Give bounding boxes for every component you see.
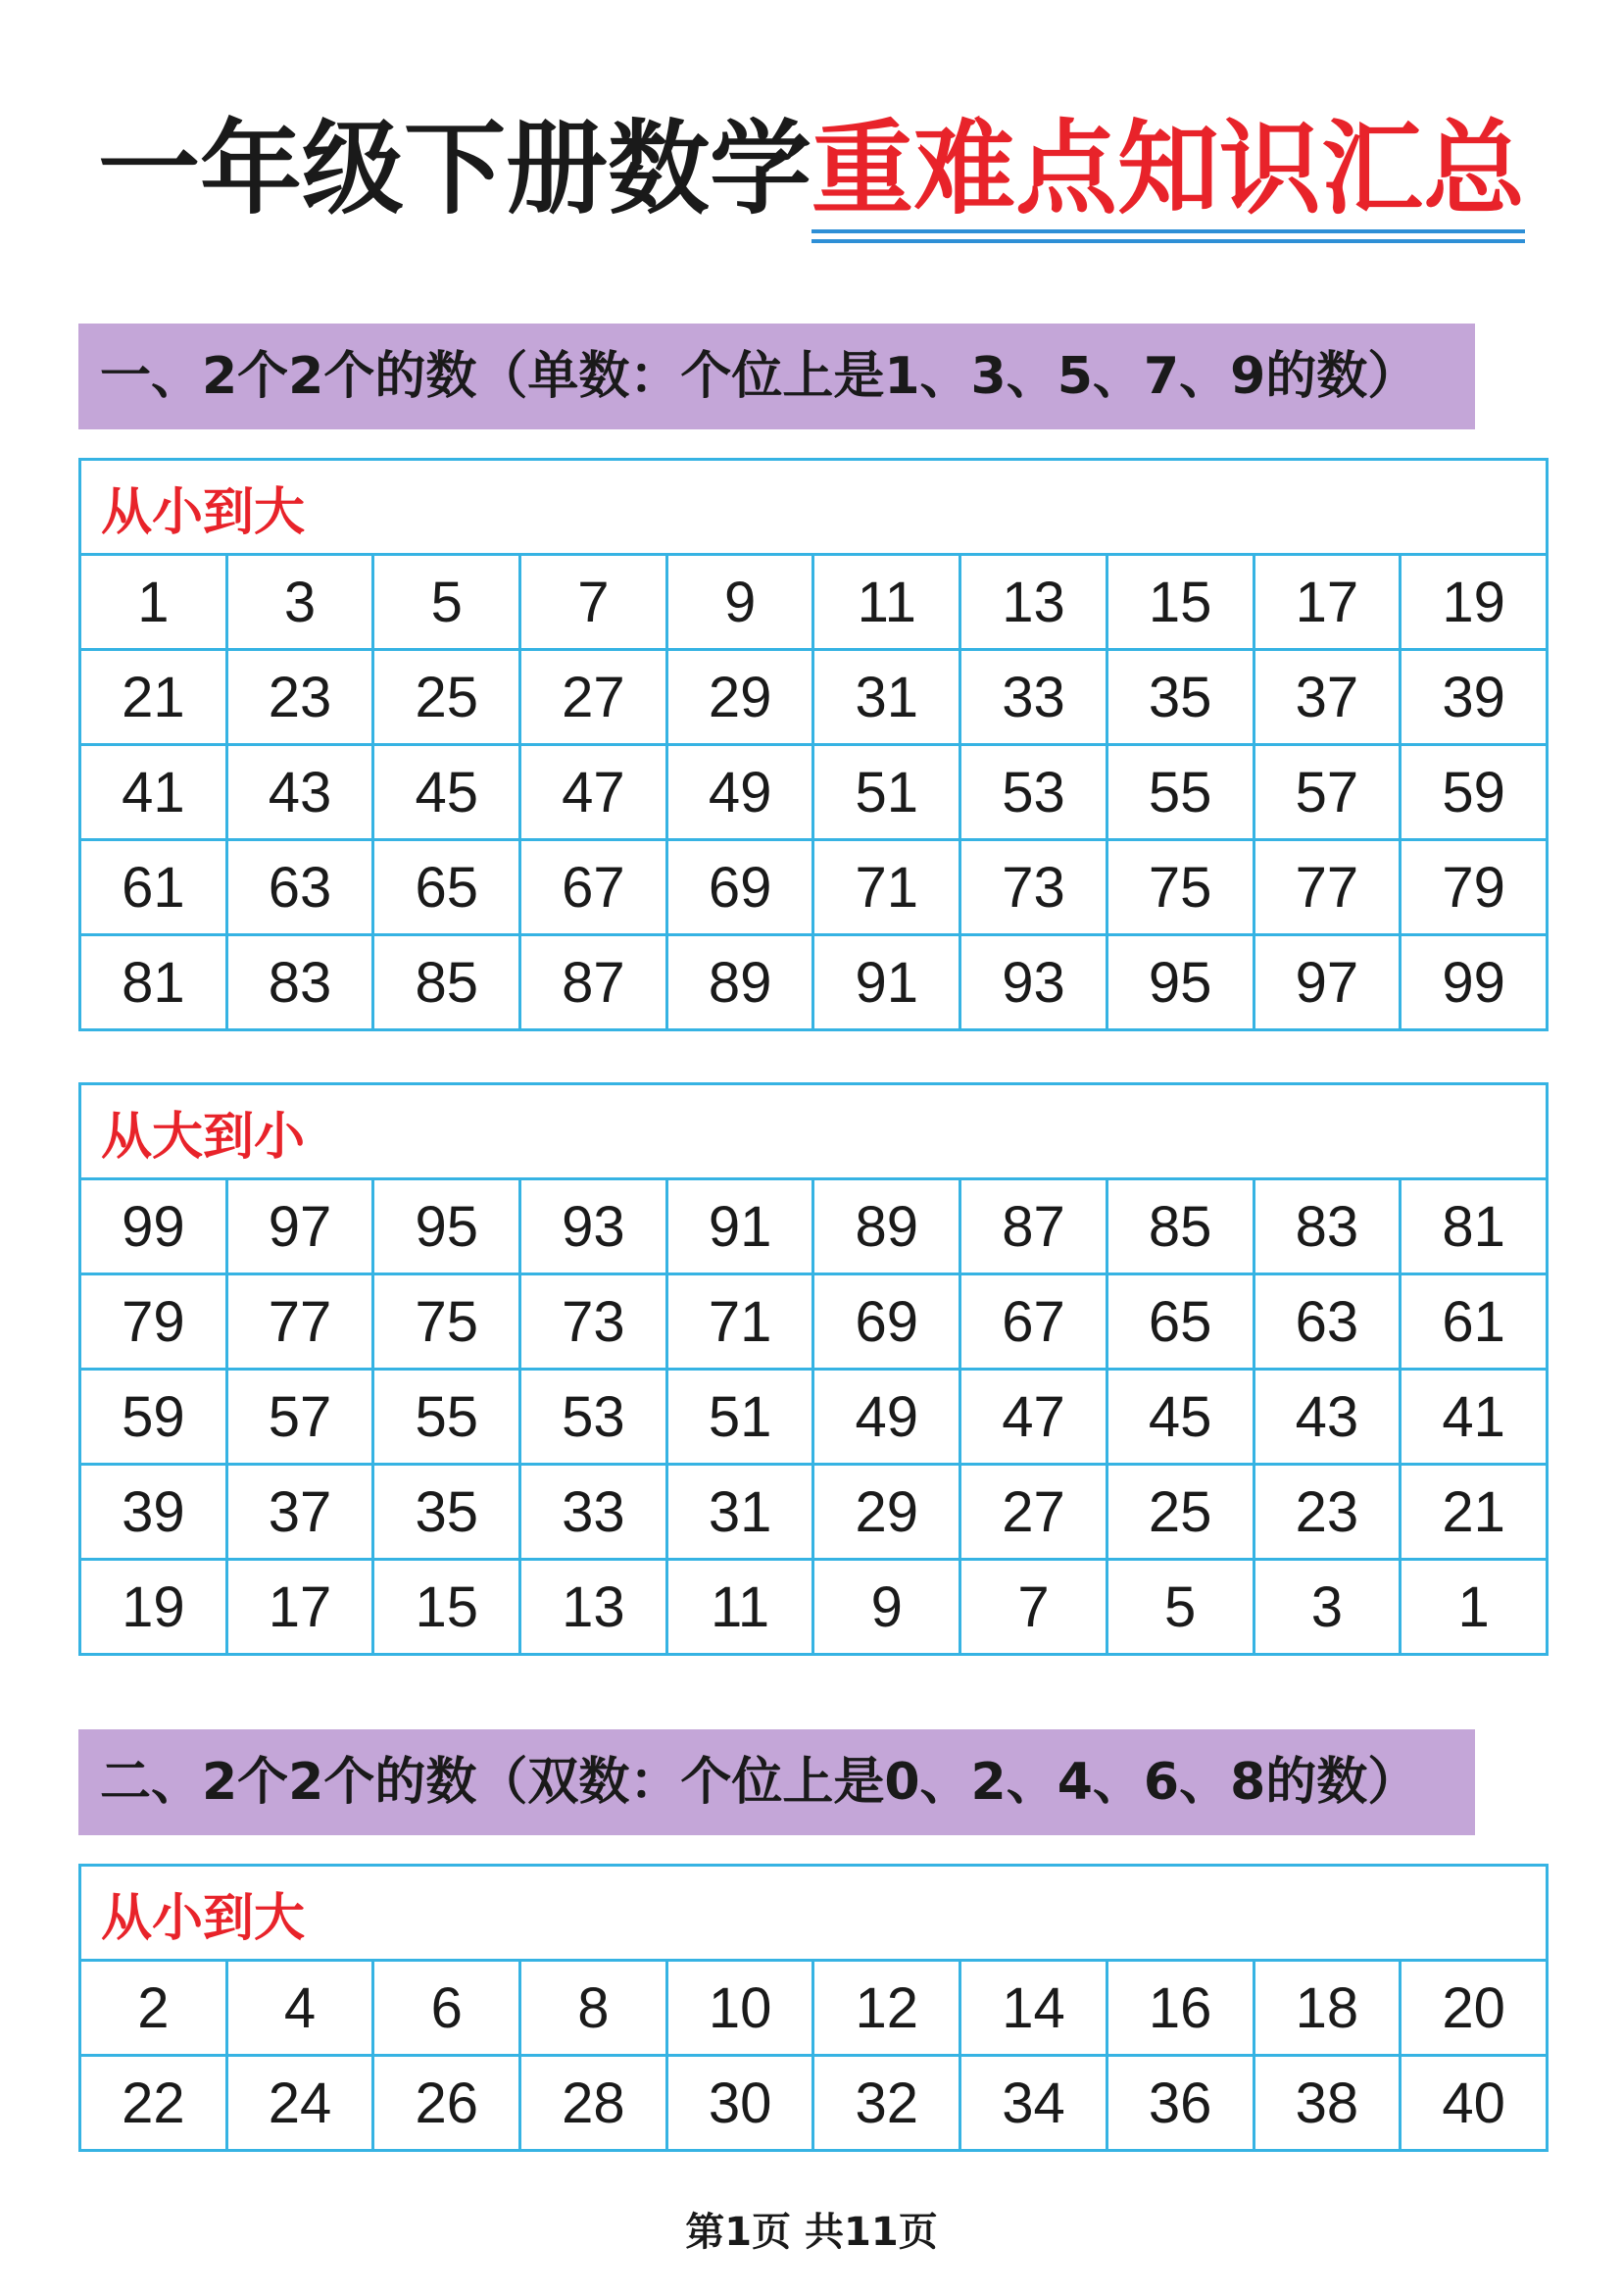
number-cell: 53 xyxy=(960,745,1107,840)
page-title xyxy=(0,110,1623,227)
number-cell: 33 xyxy=(520,1465,667,1560)
number-cell: 35 xyxy=(1107,650,1254,745)
number-cell: 21 xyxy=(80,650,227,745)
number-cell: 28 xyxy=(520,2056,667,2151)
number-cell: 19 xyxy=(1401,555,1548,650)
number-cell: 53 xyxy=(520,1370,667,1465)
number-cell: 81 xyxy=(1401,1179,1548,1274)
number-cell: 24 xyxy=(226,2056,373,2151)
number-cell: 43 xyxy=(1254,1370,1401,1465)
number-cell: 63 xyxy=(1254,1274,1401,1370)
number-cell: 91 xyxy=(666,1179,813,1274)
number-cell: 87 xyxy=(520,935,667,1030)
number-cell: 39 xyxy=(1401,650,1548,745)
number-cell: 99 xyxy=(80,1179,227,1274)
table-row xyxy=(80,1961,1548,2056)
section1-desc-table xyxy=(78,1082,1549,1656)
number-cell: 34 xyxy=(960,2056,1107,2151)
number-cell: 51 xyxy=(813,745,960,840)
number-cell: 13 xyxy=(520,1560,667,1655)
number-cell: 1 xyxy=(1401,1560,1548,1655)
number-cell: 97 xyxy=(226,1179,373,1274)
number-cell: 71 xyxy=(666,1274,813,1370)
table-row xyxy=(80,555,1548,650)
number-cell: 18 xyxy=(1254,1961,1401,2056)
number-cell: 11 xyxy=(666,1560,813,1655)
number-cell: 17 xyxy=(226,1560,373,1655)
number-cell: 65 xyxy=(373,840,520,935)
number-cell: 23 xyxy=(226,650,373,745)
number-cell: 59 xyxy=(1401,745,1548,840)
number-cell: 69 xyxy=(813,1274,960,1370)
number-cell: 47 xyxy=(960,1370,1107,1465)
number-cell: 89 xyxy=(666,935,813,1030)
number-cell: 17 xyxy=(1254,555,1401,650)
number-cell: 95 xyxy=(1107,935,1254,1030)
number-cell: 15 xyxy=(373,1560,520,1655)
number-cell: 38 xyxy=(1254,2056,1401,2151)
number-cell: 32 xyxy=(813,2056,960,2151)
number-cell: 83 xyxy=(1254,1179,1401,1274)
number-cell: 31 xyxy=(813,650,960,745)
page-footer: 第1页 共11页 xyxy=(685,2210,938,2255)
number-cell: 40 xyxy=(1401,2056,1548,2151)
number-cell: 65 xyxy=(1107,1274,1254,1370)
table-row xyxy=(80,745,1548,840)
number-cell: 29 xyxy=(666,650,813,745)
number-cell: 3 xyxy=(1254,1560,1401,1655)
number-cell: 31 xyxy=(666,1465,813,1560)
number-cell: 37 xyxy=(1254,650,1401,745)
number-cell: 33 xyxy=(960,650,1107,745)
section1-desc-label: 从大到小 xyxy=(80,1084,1548,1179)
number-cell: 22 xyxy=(80,2056,227,2151)
page-title-part2: 重难点知识汇总 xyxy=(812,109,1526,228)
number-cell: 6 xyxy=(373,1961,520,2056)
section2-asc-table xyxy=(78,1864,1549,2152)
number-cell: 77 xyxy=(1254,840,1401,935)
number-cell: 79 xyxy=(80,1274,227,1370)
number-cell: 21 xyxy=(1401,1465,1548,1560)
number-cell: 93 xyxy=(520,1179,667,1274)
number-cell: 20 xyxy=(1401,1961,1548,2056)
number-cell: 13 xyxy=(960,555,1107,650)
section1-header: 一、2个2个的数（单数：个位上是1、3、5、7、9的数） xyxy=(78,324,1475,429)
number-cell: 2 xyxy=(80,1961,227,2056)
number-cell: 5 xyxy=(373,555,520,650)
table-label-row xyxy=(80,460,1548,555)
number-cell: 57 xyxy=(1254,745,1401,840)
number-cell: 81 xyxy=(80,935,227,1030)
number-cell: 43 xyxy=(226,745,373,840)
number-cell: 27 xyxy=(520,650,667,745)
number-cell: 55 xyxy=(373,1370,520,1465)
section1-asc-table xyxy=(78,458,1549,1031)
number-cell: 49 xyxy=(666,745,813,840)
number-cell: 67 xyxy=(520,840,667,935)
number-cell: 85 xyxy=(1107,1179,1254,1274)
number-cell: 63 xyxy=(226,840,373,935)
number-cell: 25 xyxy=(373,650,520,745)
table-row xyxy=(80,1179,1548,1274)
section1-asc-label: 从小到大 xyxy=(80,460,1548,555)
number-cell: 7 xyxy=(520,555,667,650)
number-cell: 30 xyxy=(666,2056,813,2151)
number-cell: 67 xyxy=(960,1274,1107,1370)
number-cell: 91 xyxy=(813,935,960,1030)
number-cell: 35 xyxy=(373,1465,520,1560)
number-cell: 8 xyxy=(520,1961,667,2056)
number-cell: 9 xyxy=(666,555,813,650)
number-cell: 75 xyxy=(1107,840,1254,935)
number-cell: 23 xyxy=(1254,1465,1401,1560)
page-title-part1: 一年级下册数学 xyxy=(97,109,812,228)
number-cell: 11 xyxy=(813,555,960,650)
number-cell: 3 xyxy=(226,555,373,650)
table-row xyxy=(80,1370,1548,1465)
number-cell: 14 xyxy=(960,1961,1107,2056)
section2-asc-label: 从小到大 xyxy=(80,1866,1548,1961)
number-cell: 93 xyxy=(960,935,1107,1030)
number-cell: 5 xyxy=(1107,1560,1254,1655)
number-cell: 79 xyxy=(1401,840,1548,935)
number-cell: 29 xyxy=(813,1465,960,1560)
number-cell: 10 xyxy=(666,1961,813,2056)
number-cell: 87 xyxy=(960,1179,1107,1274)
number-cell: 45 xyxy=(1107,1370,1254,1465)
number-cell: 61 xyxy=(1401,1274,1548,1370)
number-cell: 36 xyxy=(1107,2056,1254,2151)
number-cell: 83 xyxy=(226,935,373,1030)
number-cell: 41 xyxy=(80,745,227,840)
number-cell: 51 xyxy=(666,1370,813,1465)
number-cell: 12 xyxy=(813,1961,960,2056)
number-cell: 59 xyxy=(80,1370,227,1465)
number-cell: 57 xyxy=(226,1370,373,1465)
number-cell: 41 xyxy=(1401,1370,1548,1465)
table-label-row xyxy=(80,1084,1548,1179)
number-cell: 37 xyxy=(226,1465,373,1560)
table-row xyxy=(80,840,1548,935)
number-cell: 85 xyxy=(373,935,520,1030)
number-cell: 47 xyxy=(520,745,667,840)
number-cell: 75 xyxy=(373,1274,520,1370)
table-row xyxy=(80,1560,1548,1655)
number-cell: 19 xyxy=(80,1560,227,1655)
number-cell: 73 xyxy=(960,840,1107,935)
number-cell: 39 xyxy=(80,1465,227,1560)
table-row xyxy=(80,935,1548,1030)
number-cell: 71 xyxy=(813,840,960,935)
number-cell: 27 xyxy=(960,1465,1107,1560)
table-label-row xyxy=(80,1866,1548,1961)
number-cell: 9 xyxy=(813,1560,960,1655)
number-cell: 1 xyxy=(80,555,227,650)
table-row xyxy=(80,2056,1548,2151)
number-cell: 61 xyxy=(80,840,227,935)
number-cell: 7 xyxy=(960,1560,1107,1655)
table-row xyxy=(80,1274,1548,1370)
number-cell: 49 xyxy=(813,1370,960,1465)
number-cell: 45 xyxy=(373,745,520,840)
number-cell: 97 xyxy=(1254,935,1401,1030)
number-cell: 25 xyxy=(1107,1465,1254,1560)
table-row xyxy=(80,650,1548,745)
number-cell: 77 xyxy=(226,1274,373,1370)
number-cell: 55 xyxy=(1107,745,1254,840)
number-cell: 73 xyxy=(520,1274,667,1370)
table-row xyxy=(80,1465,1548,1560)
number-cell: 26 xyxy=(373,2056,520,2151)
number-cell: 69 xyxy=(666,840,813,935)
number-cell: 89 xyxy=(813,1179,960,1274)
number-cell: 99 xyxy=(1401,935,1548,1030)
number-cell: 16 xyxy=(1107,1961,1254,2056)
number-cell: 4 xyxy=(226,1961,373,2056)
section2-header: 二、2个2个的数（双数：个位上是0、2、4、6、8的数） xyxy=(78,1729,1475,1835)
number-cell: 95 xyxy=(373,1179,520,1274)
number-cell: 15 xyxy=(1107,555,1254,650)
